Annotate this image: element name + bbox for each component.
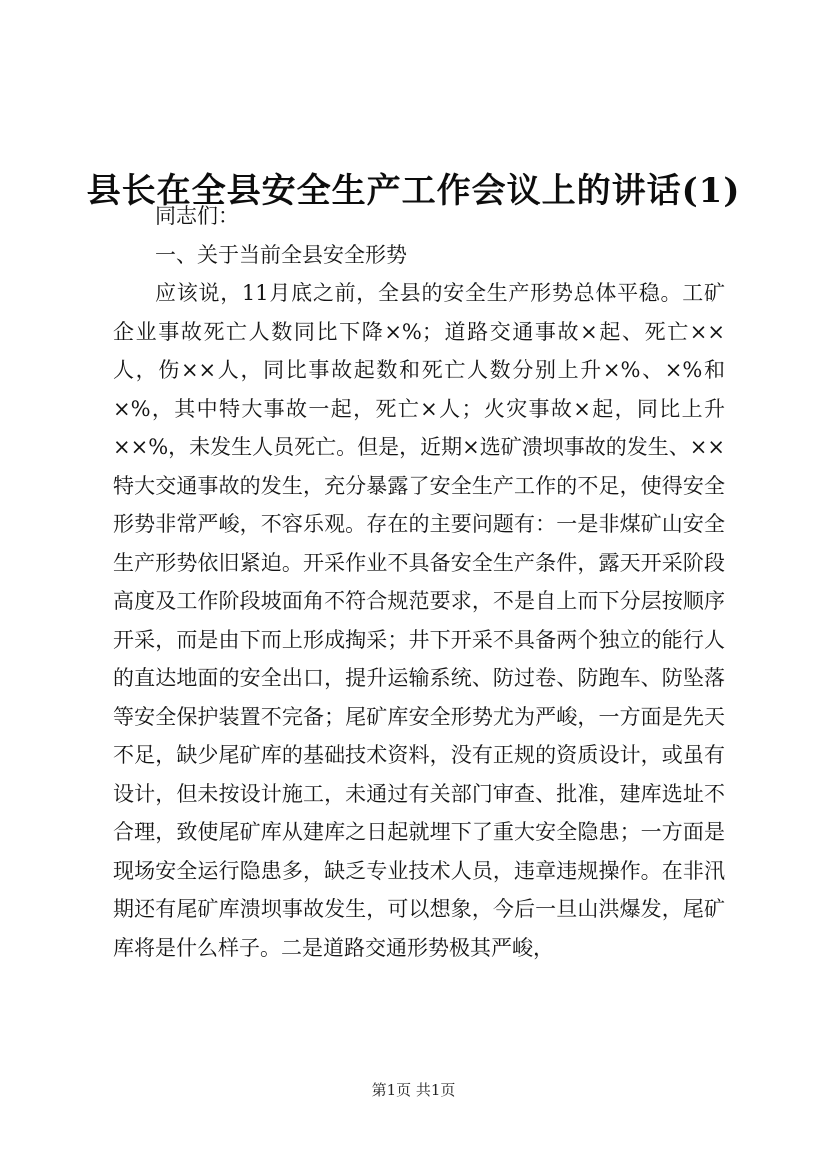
page-footer: 第1页 共1页 (371, 1081, 456, 1099)
body-paragraph: 应该说，11月底之前，全县的安全生产形势总体平稳。工矿企业事故死亡人数同比下降×%；道路交通事故×起、死亡××人，伤××人，同比事故起数和死亡人数分别上升×%、×%和×%，其中特大事故一起，死亡×人；火灾事故×起，同比上升××%，未发生人员死亡。但是，近期×选矿溃坝事故的发生、××特大交通事故的发生，充分暴露了安全生产工作的不足，使得安全形势非常严峻，不容乐观。存在的主要问题有：一是非煤矿山安全生产形势依旧紧迫。开采作业不具备安全生产条件，露天开采阶段高度及工作阶段坡面角不符合规范要求，不是自上而下分层按顺序开采，而是由下而上形成掏采；井下开采不具备两个独立的能行人的直达地面的安全出口，提升运输系统、防过卷、防跑车、防坠落等安全保护装置不完备；尾矿库安全形势尤为严峻，一方面是先天不足，缺少尾矿库的基础技术资料，没有正规的资质设计，或虽有设计，但未按设计施工，未通过有关部门审查、批准，建库选址不合理，致使尾矿库从建库之日起就埋下了重大安全隐患；一方面是现场安全运行隐患多，缺乏专业技术人员，违章违规操作。在非汛期还有尾矿库溃坝事故发生，可以想象，今后一旦山洪爆发，尾矿库将是什么样子。二是道路交通形势极其严峻， (113, 281, 725, 960)
document-body (113, 197, 725, 967)
greeting-line: 同志们： (155, 204, 239, 228)
section-heading: 一、关于当前全县安全形势 (155, 242, 407, 267)
document-title: 县长在全县安全生产工作会议上的讲话(1) (86, 170, 741, 211)
